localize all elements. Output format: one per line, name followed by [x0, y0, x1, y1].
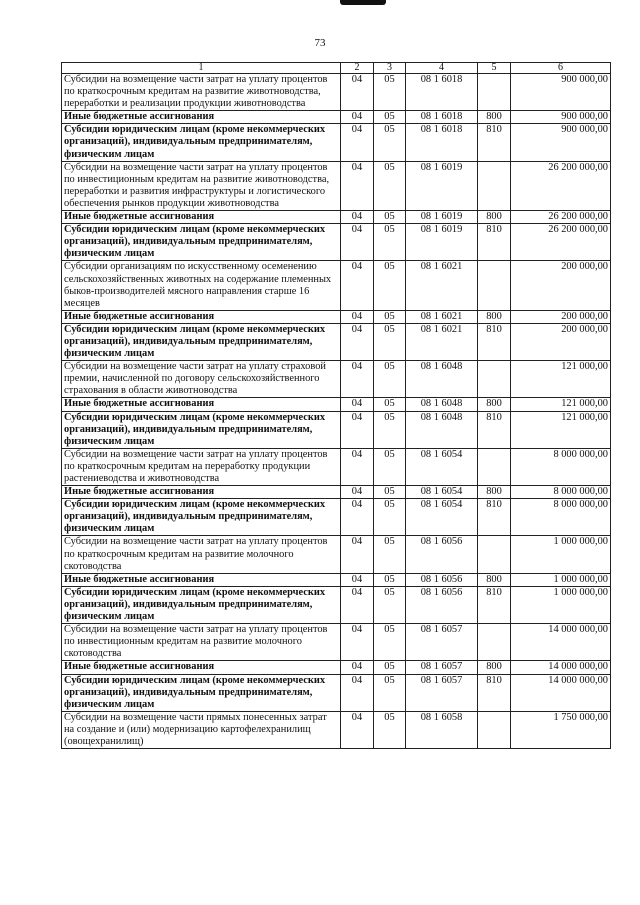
cell-section: 04 — [341, 224, 374, 261]
cell-subsection: 05 — [374, 448, 406, 485]
cell-expense-type: 810 — [478, 323, 511, 360]
column-header: 1 — [62, 63, 341, 74]
cell-section: 04 — [341, 411, 374, 448]
cell-target-article: 08 1 6056 — [406, 586, 478, 623]
cell-amount: 121 000,00 — [511, 361, 611, 398]
cell-subsection: 05 — [374, 661, 406, 674]
cell-subsection: 05 — [374, 124, 406, 161]
cell-amount: 121 000,00 — [511, 411, 611, 448]
cell-expense-type: 800 — [478, 398, 511, 411]
table-row — [62, 74, 611, 111]
cell-amount: 14 000 000,00 — [511, 624, 611, 661]
cell-amount: 26 200 000,00 — [511, 211, 611, 224]
cell-expense-type: 800 — [478, 573, 511, 586]
cell-target-article: 08 1 6019 — [406, 224, 478, 261]
cell-expense-type: 800 — [478, 310, 511, 323]
table-row — [62, 448, 611, 485]
cell-target-article: 08 1 6018 — [406, 124, 478, 161]
cell-name: Субсидии юридическим лицам (кроме некоммерческих организаций), индивидуальным предпринимателям, физическим лицам — [62, 499, 341, 536]
cell-target-article: 08 1 6048 — [406, 398, 478, 411]
cell-section: 04 — [341, 310, 374, 323]
cell-name: Субсидии организациям по искусственному осеменению сельскохозяйственных животных на содержание племенных быков-производителей мясного направления старше 16 месяцев — [62, 261, 341, 310]
cell-amount: 900 000,00 — [511, 124, 611, 161]
cell-target-article: 08 1 6018 — [406, 111, 478, 124]
cell-amount: 900 000,00 — [511, 111, 611, 124]
table-row — [62, 161, 611, 210]
cell-name: Иные бюджетные ассигнования — [62, 398, 341, 411]
cell-section: 04 — [341, 398, 374, 411]
cell-amount: 8 000 000,00 — [511, 486, 611, 499]
cell-amount: 14 000 000,00 — [511, 674, 611, 711]
cell-amount: 8 000 000,00 — [511, 448, 611, 485]
table-row — [62, 261, 611, 310]
cell-name: Субсидии юридическим лицам (кроме некоммерческих организаций), индивидуальным предпринимателям, физическим лицам — [62, 674, 341, 711]
cell-expense-type — [478, 74, 511, 111]
cell-name: Субсидии на возмещение части затрат на уплату процентов по инвестиционным кредитам на развитие молочного скотоводства — [62, 624, 341, 661]
cell-expense-type — [478, 161, 511, 210]
cell-name: Субсидии юридическим лицам (кроме некоммерческих организаций), индивидуальным предпринимателям, физическим лицам — [62, 586, 341, 623]
table-header-row — [62, 63, 611, 74]
cell-amount: 900 000,00 — [511, 74, 611, 111]
column-header: 3 — [374, 63, 406, 74]
cell-section: 04 — [341, 661, 374, 674]
table-row — [62, 499, 611, 536]
cell-amount: 200 000,00 — [511, 310, 611, 323]
cell-expense-type: 810 — [478, 124, 511, 161]
cell-target-article: 08 1 6048 — [406, 361, 478, 398]
cell-expense-type: 800 — [478, 111, 511, 124]
cell-name: Иные бюджетные ассигнования — [62, 211, 341, 224]
cell-amount: 1 750 000,00 — [511, 711, 611, 748]
cell-expense-type: 800 — [478, 486, 511, 499]
cell-section: 04 — [341, 486, 374, 499]
cell-section: 04 — [341, 261, 374, 310]
cell-target-article: 08 1 6021 — [406, 261, 478, 310]
cell-target-article: 08 1 6018 — [406, 74, 478, 111]
cell-subsection: 05 — [374, 411, 406, 448]
cell-subsection: 05 — [374, 323, 406, 360]
cell-subsection: 05 — [374, 624, 406, 661]
cell-target-article: 08 1 6056 — [406, 573, 478, 586]
cell-expense-type — [478, 261, 511, 310]
cell-amount: 200 000,00 — [511, 323, 611, 360]
cell-subsection: 05 — [374, 486, 406, 499]
cell-subsection: 05 — [374, 74, 406, 111]
cell-target-article: 08 1 6057 — [406, 661, 478, 674]
cell-section: 04 — [341, 124, 374, 161]
cell-section: 04 — [341, 211, 374, 224]
cell-name: Иные бюджетные ассигнования — [62, 111, 341, 124]
cell-name: Иные бюджетные ассигнования — [62, 310, 341, 323]
table-row — [62, 586, 611, 623]
cell-section: 04 — [341, 536, 374, 573]
cell-expense-type: 800 — [478, 661, 511, 674]
column-header: 5 — [478, 63, 511, 74]
column-header: 4 — [406, 63, 478, 74]
cell-target-article: 08 1 6056 — [406, 536, 478, 573]
cell-target-article: 08 1 6057 — [406, 674, 478, 711]
cell-section: 04 — [341, 674, 374, 711]
cell-subsection: 05 — [374, 111, 406, 124]
cell-expense-type — [478, 624, 511, 661]
table-row — [62, 361, 611, 398]
cell-section: 04 — [341, 573, 374, 586]
cell-subsection: 05 — [374, 211, 406, 224]
cell-name: Субсидии на возмещение части затрат на уплату процентов по краткосрочным кредитам на развитие молочного скотоводства — [62, 536, 341, 573]
cell-subsection: 05 — [374, 161, 406, 210]
cell-amount: 14 000 000,00 — [511, 661, 611, 674]
cell-section: 04 — [341, 711, 374, 748]
cell-subsection: 05 — [374, 361, 406, 398]
cell-subsection: 05 — [374, 536, 406, 573]
cell-amount: 1 000 000,00 — [511, 573, 611, 586]
table-row — [62, 111, 611, 124]
table-row — [62, 398, 611, 411]
cell-section: 04 — [341, 586, 374, 623]
cell-expense-type: 810 — [478, 499, 511, 536]
cell-amount: 1 000 000,00 — [511, 586, 611, 623]
cell-name: Иные бюджетные ассигнования — [62, 661, 341, 674]
cell-target-article: 08 1 6054 — [406, 499, 478, 536]
cell-target-article: 08 1 6054 — [406, 448, 478, 485]
cell-subsection: 05 — [374, 261, 406, 310]
column-header: 2 — [341, 63, 374, 74]
cell-name: Субсидии юридическим лицам (кроме некоммерческих организаций), индивидуальным предпринимателям, физическим лицам — [62, 411, 341, 448]
cell-expense-type — [478, 711, 511, 748]
cell-name: Субсидии юридическим лицам (кроме некоммерческих организаций), индивидуальным предпринимателям, физическим лицам — [62, 323, 341, 360]
table-row — [62, 323, 611, 360]
cell-section: 04 — [341, 161, 374, 210]
cell-name: Субсидии на возмещение части затрат на уплату процентов по краткосрочным кредитам на развитие животноводства, переработки и реализации продукции животноводства — [62, 74, 341, 111]
cell-expense-type — [478, 448, 511, 485]
table-row — [62, 661, 611, 674]
table-row — [62, 124, 611, 161]
cell-target-article: 08 1 6019 — [406, 161, 478, 210]
table-row — [62, 624, 611, 661]
scan-top-mark — [340, 0, 386, 5]
cell-amount: 26 200 000,00 — [511, 224, 611, 261]
page-number: 73 — [314, 37, 326, 49]
cell-section: 04 — [341, 624, 374, 661]
cell-expense-type: 810 — [478, 224, 511, 261]
table-row — [62, 536, 611, 573]
cell-name: Субсидии юридическим лицам (кроме некоммерческих организаций), индивидуальным предпринимателям, физическим лицам — [62, 224, 341, 261]
table-row — [62, 711, 611, 748]
cell-target-article: 08 1 6054 — [406, 486, 478, 499]
table-row — [62, 573, 611, 586]
cell-expense-type: 800 — [478, 211, 511, 224]
cell-expense-type: 810 — [478, 411, 511, 448]
cell-section: 04 — [341, 74, 374, 111]
cell-section: 04 — [341, 323, 374, 360]
cell-amount: 200 000,00 — [511, 261, 611, 310]
cell-name: Субсидии на возмещение части затрат на уплату процентов по инвестиционным кредитам на развитие животноводства, переработки и развития инфраструктуры и логистического обеспечения рынков продукции животноводства — [62, 161, 341, 210]
cell-name: Субсидии на возмещение части затрат на уплату страховой премии, начисленной по договору сельскохозяйственного страхования в области животноводства — [62, 361, 341, 398]
table-row — [62, 486, 611, 499]
table-row — [62, 224, 611, 261]
column-header: 6 — [511, 63, 611, 74]
cell-name: Субсидии юридическим лицам (кроме некоммерческих организаций), индивидуальным предпринимателям, физическим лицам — [62, 124, 341, 161]
cell-section: 04 — [341, 499, 374, 536]
cell-subsection: 05 — [374, 711, 406, 748]
cell-subsection: 05 — [374, 573, 406, 586]
table-row — [62, 411, 611, 448]
cell-subsection: 05 — [374, 586, 406, 623]
cell-subsection: 05 — [374, 499, 406, 536]
cell-target-article: 08 1 6021 — [406, 310, 478, 323]
cell-subsection: 05 — [374, 310, 406, 323]
cell-section: 04 — [341, 361, 374, 398]
cell-name: Субсидии на возмещение части затрат на уплату процентов по краткосрочным кредитам на переработку продукции растениеводства и животноводства — [62, 448, 341, 485]
cell-section: 04 — [341, 111, 374, 124]
table-row — [62, 674, 611, 711]
cell-amount: 121 000,00 — [511, 398, 611, 411]
cell-amount: 1 000 000,00 — [511, 536, 611, 573]
cell-amount: 8 000 000,00 — [511, 499, 611, 536]
cell-expense-type: 810 — [478, 674, 511, 711]
cell-name: Иные бюджетные ассигнования — [62, 573, 341, 586]
cell-target-article: 08 1 6057 — [406, 624, 478, 661]
budget-table — [61, 62, 611, 749]
cell-target-article: 08 1 6058 — [406, 711, 478, 748]
cell-subsection: 05 — [374, 674, 406, 711]
cell-expense-type — [478, 536, 511, 573]
cell-target-article: 08 1 6021 — [406, 323, 478, 360]
cell-target-article: 08 1 6019 — [406, 211, 478, 224]
cell-amount: 26 200 000,00 — [511, 161, 611, 210]
table-row — [62, 310, 611, 323]
cell-expense-type: 810 — [478, 586, 511, 623]
cell-subsection: 05 — [374, 224, 406, 261]
cell-section: 04 — [341, 448, 374, 485]
cell-name: Иные бюджетные ассигнования — [62, 486, 341, 499]
table-row — [62, 211, 611, 224]
cell-name: Субсидии на возмещение части прямых понесенных затрат на создание и (или) модернизацию картофелехранилищ (овощехранилищ) — [62, 711, 341, 748]
cell-subsection: 05 — [374, 398, 406, 411]
cell-target-article: 08 1 6048 — [406, 411, 478, 448]
cell-expense-type — [478, 361, 511, 398]
